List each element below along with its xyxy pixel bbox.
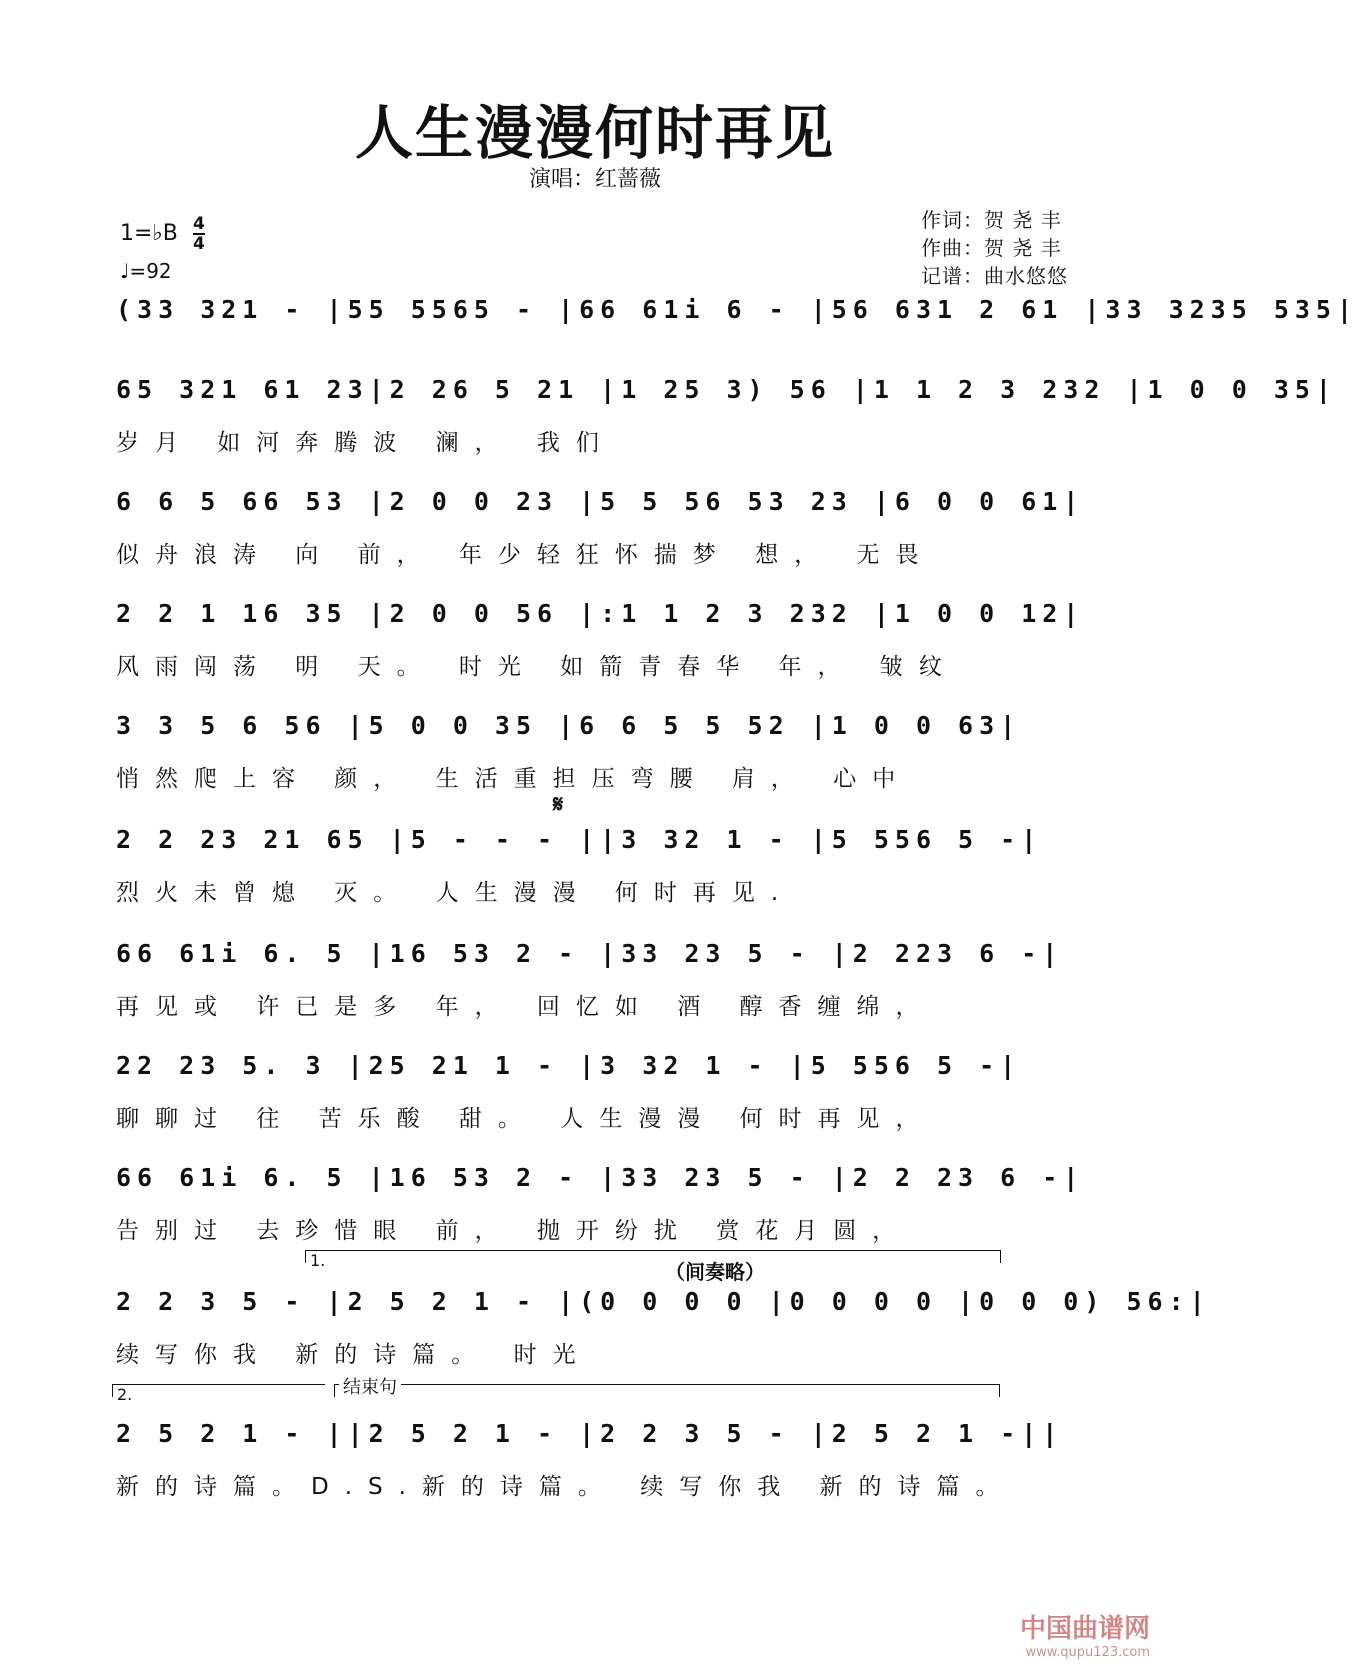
lyrics-line: 悄然爬上容 颜， 生活重担压弯腰 肩， 心中 [116, 766, 912, 792]
watermark-url: www.qupu123.com [1025, 1645, 1150, 1660]
transcriber-credit: 记谱：曲水悠悠 [921, 264, 1068, 288]
lyricist-credit: 作词：贺 尧 丰 [921, 208, 1062, 232]
time-sig-top: 4 [192, 214, 205, 234]
credits-block [921, 206, 1068, 290]
volta-first-label: 1. [310, 1251, 326, 1270]
time-signature [193, 215, 205, 253]
notes-line: (33 321 - |55 5565 - |66 61i 6 - |56 631 2 61 |33 3235 535| [116, 295, 1358, 324]
notes-line: 6 6 5 66 53 |2 0 0 23 |5 5 56 53 23 |6 0 0 61| [116, 487, 1085, 516]
volta-second [112, 1384, 325, 1404]
key-signature [120, 215, 205, 253]
song-title: 人生漫漫何时再见 [354, 99, 835, 167]
notes-line: 22 23 5. 3 |25 21 1 - |3 32 1 - |5 556 5 -| [116, 1051, 1022, 1080]
lyrics-line: 似舟浪涛 向 前， 年少轻狂怀揣梦 想， 无畏 [116, 542, 935, 568]
time-sig-bottom: 4 [192, 234, 205, 254]
composer-credit: 作曲：贺 尧 丰 [921, 236, 1062, 260]
lyrics-line: 新的诗篇。D.S.新的诗篇。 续写你我 新的诗篇。 [116, 1474, 1015, 1500]
tempo-marking: ♩=92 [120, 259, 172, 283]
lyrics-line: 风雨闯荡 明 天。 时光 如箭青春华 年， 皱纹 [116, 654, 958, 680]
lyrics-line: 续写你我 新的诗篇。 时光 [116, 1342, 592, 1368]
notes-line: 2 5 2 1 - ||2 5 2 1 - |2 2 3 5 - |2 5 2 1 -|| [116, 1419, 1064, 1448]
lyrics-line: 再见或 许已是多 年， 回忆如 酒 醇香缠绵， [116, 994, 935, 1020]
site-watermark [1020, 1608, 1150, 1660]
lyrics-line: 岁月 如河奔腾波 澜， 我们 [116, 430, 615, 456]
notes-line: 65 321 61 23|2 26 5 21 |1 25 3) 56 |1 1 2 3 232 |1 0 0 35| [116, 375, 1337, 404]
ending-label: 结束句 [339, 1377, 401, 1398]
notes-line: 2 2 3 5 - |2 5 2 1 - |(0 0 0 0 |0 0 0 0 |0 0 0) 56:| [116, 1287, 1211, 1316]
segno-sign: 𝄋 [553, 790, 564, 818]
lyrics-line: 告别过 去珍惜眼 前， 抛开纷扰 赏花月圆， [116, 1218, 912, 1244]
ending-bracket [334, 1377, 1000, 1398]
watermark-name: 中国曲谱网 [1019, 1614, 1150, 1644]
key-label: 1=♭B [120, 221, 178, 246]
volta-first [305, 1250, 1001, 1270]
notes-line: 2 2 23 21 65 |5 - - - ||3 32 1 - |5 556 5 -| [116, 825, 1043, 854]
notes-line: 2 2 1 16 35 |2 0 0 56 |:1 1 2 3 232 |1 0 0 12| [116, 599, 1085, 628]
interlude-note: （间奏略） [665, 1260, 765, 1284]
singer-line: 演唱：红蔷薇 [528, 167, 661, 192]
notes-line: 66 61i 6. 5 |16 53 2 - |33 23 5 - |2 223 6 -| [116, 939, 1064, 968]
volta-second-label: 2. [117, 1385, 133, 1404]
notes-line: 66 61i 6. 5 |16 53 2 - |33 23 5 - |2 2 23 6 -| [116, 1163, 1085, 1192]
lyrics-line: 烈火未曾熄 灭。 人生漫漫 何时再见. [116, 880, 795, 906]
lyrics-line: 聊聊过 往 苦乐酸 甜。 人生漫漫 何时再见， [116, 1106, 935, 1132]
notes-line: 3 3 5 6 56 |5 0 0 35 |6 6 5 5 52 |1 0 0 63| [116, 711, 1022, 740]
